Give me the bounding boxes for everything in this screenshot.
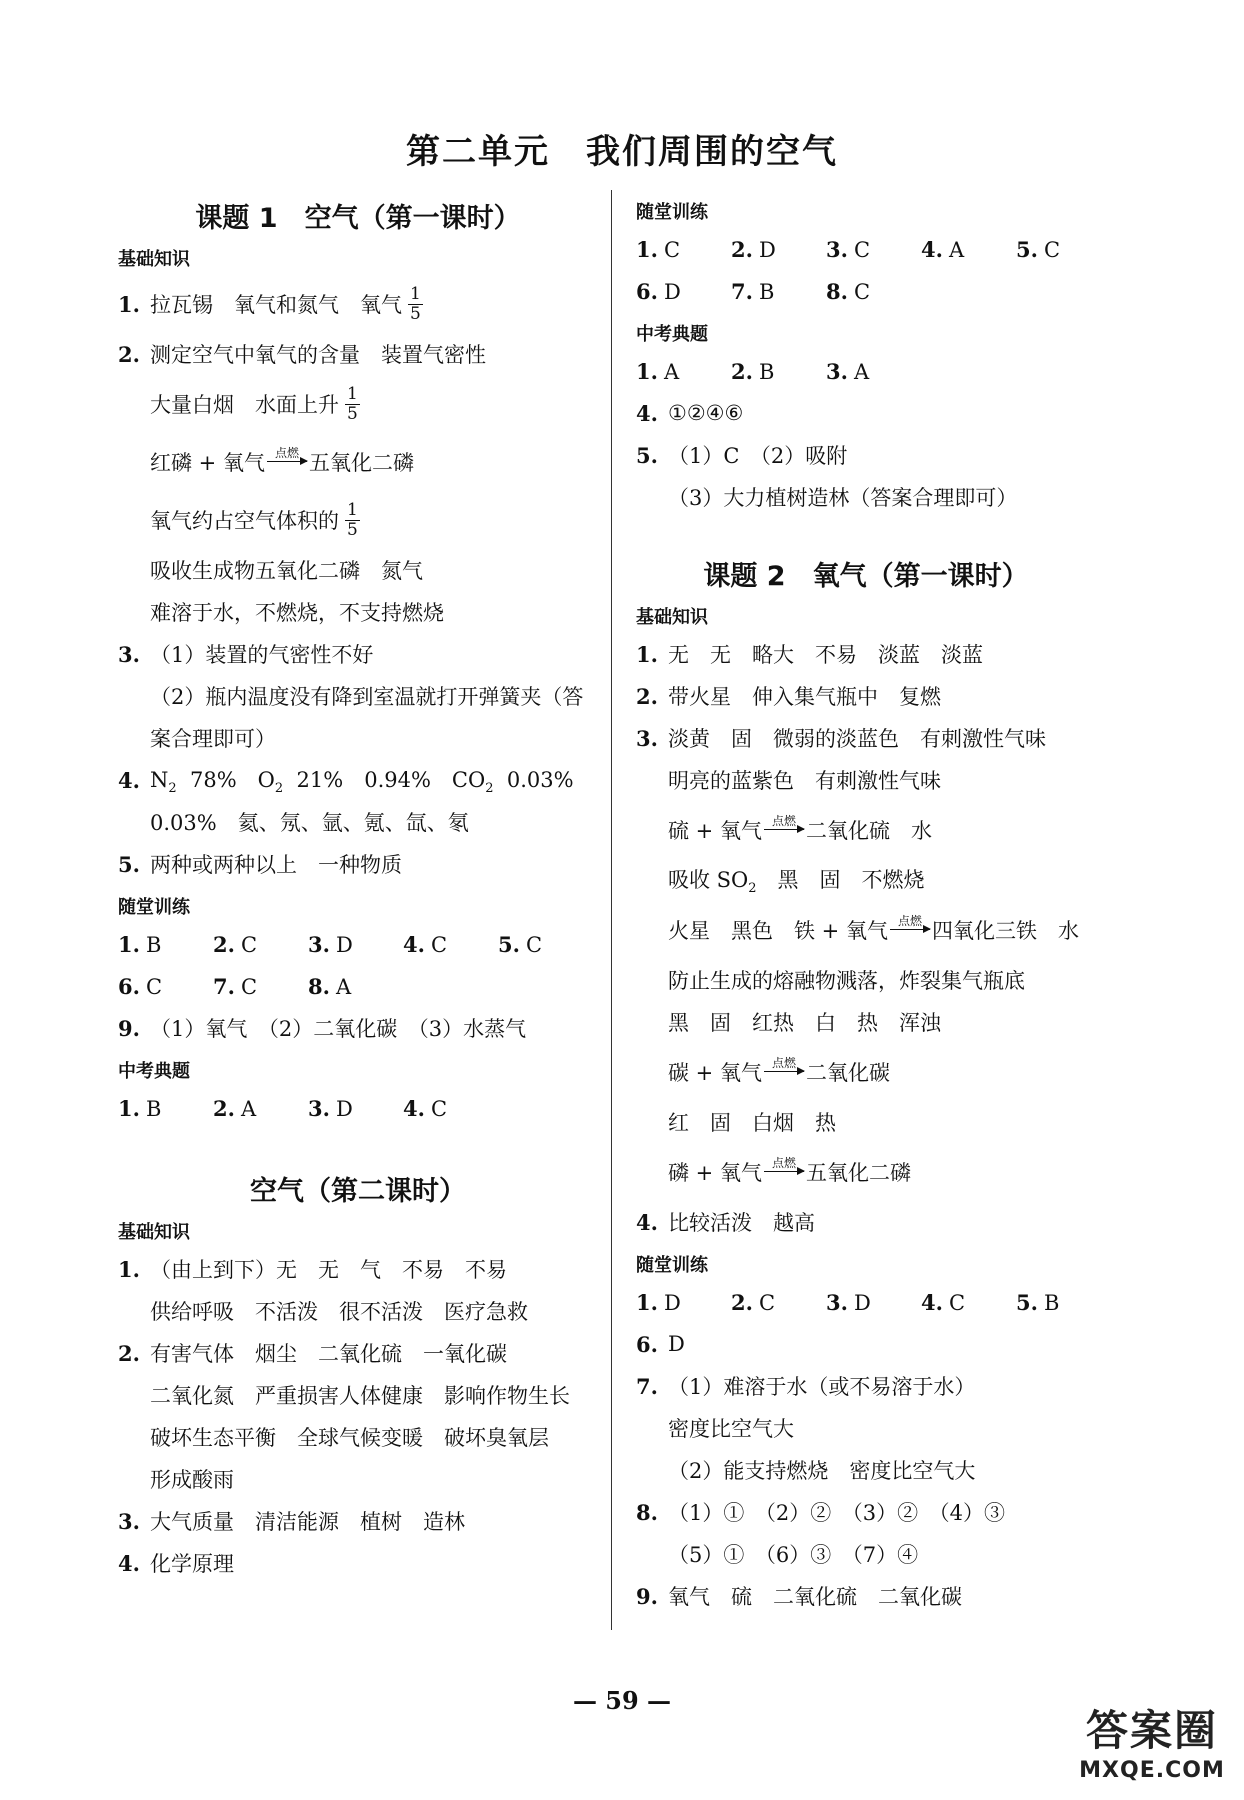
choice-answer: 3. D [308,931,353,957]
answer-continuation: 黑 固 红热 白 热 浑浊 [668,1011,941,1035]
choice-answer: 1. B [118,931,162,957]
answer-row: 7. （1）难溶于水（或不易溶于水） [636,1373,976,1399]
answer-continuation: 明亮的蓝紫色 有刺激性气味 [668,769,941,793]
choice-answer: 4. C [921,1289,966,1315]
answer-row: 4. ①②④⑥ [636,400,744,426]
answer-continuation: 0.03% 氦、氖、氩、氪、氙、氡 [150,811,469,835]
question-number: 6. [636,1331,658,1357]
question-number: 5. [118,851,140,877]
choice-answer: 7. C [213,973,258,999]
choice-answer: 2. D [731,236,776,262]
question-number: 4. [118,1550,140,1576]
question-number: 8. [636,1499,658,1525]
equation-row: 碳 + 氧气 点燃 二氧化碳 [668,1055,890,1085]
answer-row: 8. （1）① （2）② （3）② （4）③ [636,1499,1005,1525]
question-number: 9. [118,1015,140,1041]
answer-continuation: 破坏生态平衡 全球气候变暖 破坏臭氧层 [150,1426,549,1450]
answer-continuation: 二氧化氮 严重损害人体健康 影响作物生长 [150,1384,570,1408]
choice-answer: 5. B [1016,1289,1060,1315]
reaction-arrow-icon: 点燃 [764,815,804,830]
choice-row [636,350,1096,392]
reaction-arrow-icon: 点燃 [890,915,930,930]
basic-knowledge-heading: 基础知识 [636,607,708,628]
answer-continuation: （2）瓶内温度没有降到室温就打开弹簧夹（答 [150,685,584,709]
answer-row: 3. （1）装置的气密性不好 [118,641,374,667]
answer-row: 5. （1）C （2）吸附 [636,442,848,468]
fraction: $\frac{1}{5}$ [410,283,421,324]
choice-row [636,228,1096,270]
answer-continuation: 难溶于水，不燃烧，不支持燃烧 [150,601,444,625]
choice-answer: 2. C [731,1289,776,1315]
choice-row [118,1087,598,1129]
answer-row: 9. 氧气 硫 二氧化硫 二氧化碳 [636,1583,962,1609]
fraction: $\frac{1}{5}$ [347,499,358,540]
answer-continuation: 案合理即可） [150,727,276,751]
choice-answer: 2. B [731,358,775,384]
choice-answer: 8. C [826,278,871,304]
choice-answer: 1. A [636,358,680,384]
question-number: 4. [636,1209,658,1235]
choice-answer: 6. C [118,973,163,999]
choice-answer: 4. C [403,1095,448,1121]
answer-row [118,333,598,375]
reactants: 红磷 + 氧气 [150,451,265,475]
answer-row: 1. （由上到下）无 无 气 不易 不易 [118,1256,507,1282]
answer-continuation: （3）大力植树造林（答案合理即可） [668,486,1018,510]
reaction-arrow-icon: 点燃 [764,1157,804,1172]
choice-answer: 3. C [826,236,871,262]
answer-continuation: 吸收 $SO_2$ 黑 固 不燃烧 [668,867,925,897]
question-number: 4. [118,767,140,793]
question-number: 5. [636,442,658,468]
question-number: 2. [118,341,140,367]
answer-text: $N_2$ 78% $O_2$ 21% 0.94% $CO_2$ 0.03% [150,767,574,797]
choice-row [118,965,598,1007]
basic-knowledge-heading: 基础知识 [118,1222,190,1243]
drill-heading: 随堂训练 [636,202,708,223]
equation-row: 硫 + 氧气 点燃 二氧化硫 水 [668,813,932,843]
answer-continuation: （2）能支持燃烧 密度比空气大 [668,1459,976,1483]
question-number: 2. [636,683,658,709]
exam-heading: 中考典题 [118,1061,190,1082]
answer-continuation: 形成酸雨 [150,1468,234,1492]
column-divider [611,190,612,1630]
choice-answer: 3. A [826,358,870,384]
question-number: 4. [636,400,658,426]
reaction-arrow-icon: 点燃 [267,447,307,462]
equation-row: 磷 + 氧气 点燃 五氧化二磷 [668,1155,911,1185]
answer-continuation: 红 固 白烟 热 [668,1111,836,1135]
answer-row: 3. 淡黄 固 微弱的淡蓝色 有刺激性气味 [636,725,1046,751]
choice-answer: 3. D [826,1289,871,1315]
choice-answer: 1. C [636,236,681,262]
answer-continuation: （5）① （6）③ （7）④ [668,1543,919,1567]
answer-row [118,759,598,801]
question-number: 3. [118,1508,140,1534]
question-number: 1. [118,1256,140,1282]
choice-answer: 7. B [731,278,775,304]
choice-row [636,270,1096,312]
choice-answer: 5. C [1016,236,1061,262]
answer-text: 拉瓦锡 氧气和氮气 氧气 [150,293,402,317]
choice-answer: 8. A [308,973,352,999]
choice-answer: 4. A [921,236,965,262]
choice-row [118,923,598,965]
answer-row: 4. 比较活泼 越高 [636,1209,815,1235]
answer-row [118,275,598,333]
question-number: 1. [636,641,658,667]
equation-row: 火星 黑色 铁 + 氧气 点燃 四氧化三铁 水 [668,913,1079,943]
choice-answer: 4. C [403,931,448,957]
answer-continuation: 供给呼吸 不活泼 很不活泼 医疗急救 [150,1300,528,1324]
choice-answer: 2. A [213,1095,257,1121]
answer-continuation: 吸收生成物五氧化二磷 氮气 [150,559,423,583]
choice-answer: 2. C [213,931,258,957]
answer-row: 2. 带火星 伸入集气瓶中 复燃 [636,683,941,709]
drill-heading: 随堂训练 [636,1255,708,1276]
question-number: 7. [636,1373,658,1399]
choice-answer: 1. D [636,1289,681,1315]
answer-row: 9. （1）氧气 （2）二氧化碳 （3）水蒸气 [118,1015,527,1041]
reaction-arrow-icon: 点燃 [764,1057,804,1072]
lesson1b-title: 空气（第二课时） [250,1176,466,1207]
answer-text: 大量白烟 水面上升 [150,393,339,417]
answer-row: 1. 无 无 略大 不易 淡蓝 淡蓝 [636,641,983,667]
answer-row: 6. D [636,1331,685,1357]
exam-heading: 中考典题 [636,324,708,345]
question-number: 9. [636,1583,658,1609]
answer-row: 5. 两种或两种以上 一种物质 [118,851,402,877]
answer-continuation: 密度比空气大 [668,1417,794,1441]
choice-answer: 3. D [308,1095,353,1121]
answer-continuation: 防止生成的熔融物溅落，炸裂集气瓶底 [668,969,1025,993]
lesson2-title: 课题 2 氧气（第一课时） [703,561,1029,592]
choice-answer: 5. C [498,931,543,957]
answer-row: 4. 化学原理 [118,1550,234,1576]
question-number: 2. [118,1340,140,1366]
question-number: 1. [118,291,140,317]
page-number: — 59 — [572,1686,672,1715]
answer-continuation [118,375,598,433]
question-number: 3. [636,725,658,751]
question-number: 3. [118,641,140,667]
answer-continuation [118,491,598,549]
basic-knowledge-heading: 基础知识 [118,249,190,270]
answer-row: 3. 大气质量 清洁能源 植树 造林 [118,1508,465,1534]
choice-row [636,1281,1096,1323]
answer-text: 测定空气中氧气的含量 装置气密性 [150,343,486,367]
equation-row [118,433,598,491]
choice-answer: 6. D [636,278,681,304]
drill-heading: 随堂训练 [118,897,190,918]
page-title: 第二单元 我们周围的空气 [406,132,838,172]
fraction: $\frac{1}{5}$ [347,383,358,424]
choice-answer: 1. B [118,1095,162,1121]
left-column [118,190,598,1584]
answer-text: 氧气约占空气体积的 [150,509,339,533]
lesson1-title: 课题 1 空气（第一课时） [195,203,521,234]
watermark-logo: 答案圈 MXQE.COM [1079,1705,1225,1783]
right-column [636,190,1096,1617]
products: 五氧化二磷 [308,451,414,475]
answer-row: 2. 有害气体 烟尘 二氧化硫 一氧化碳 [118,1340,507,1366]
